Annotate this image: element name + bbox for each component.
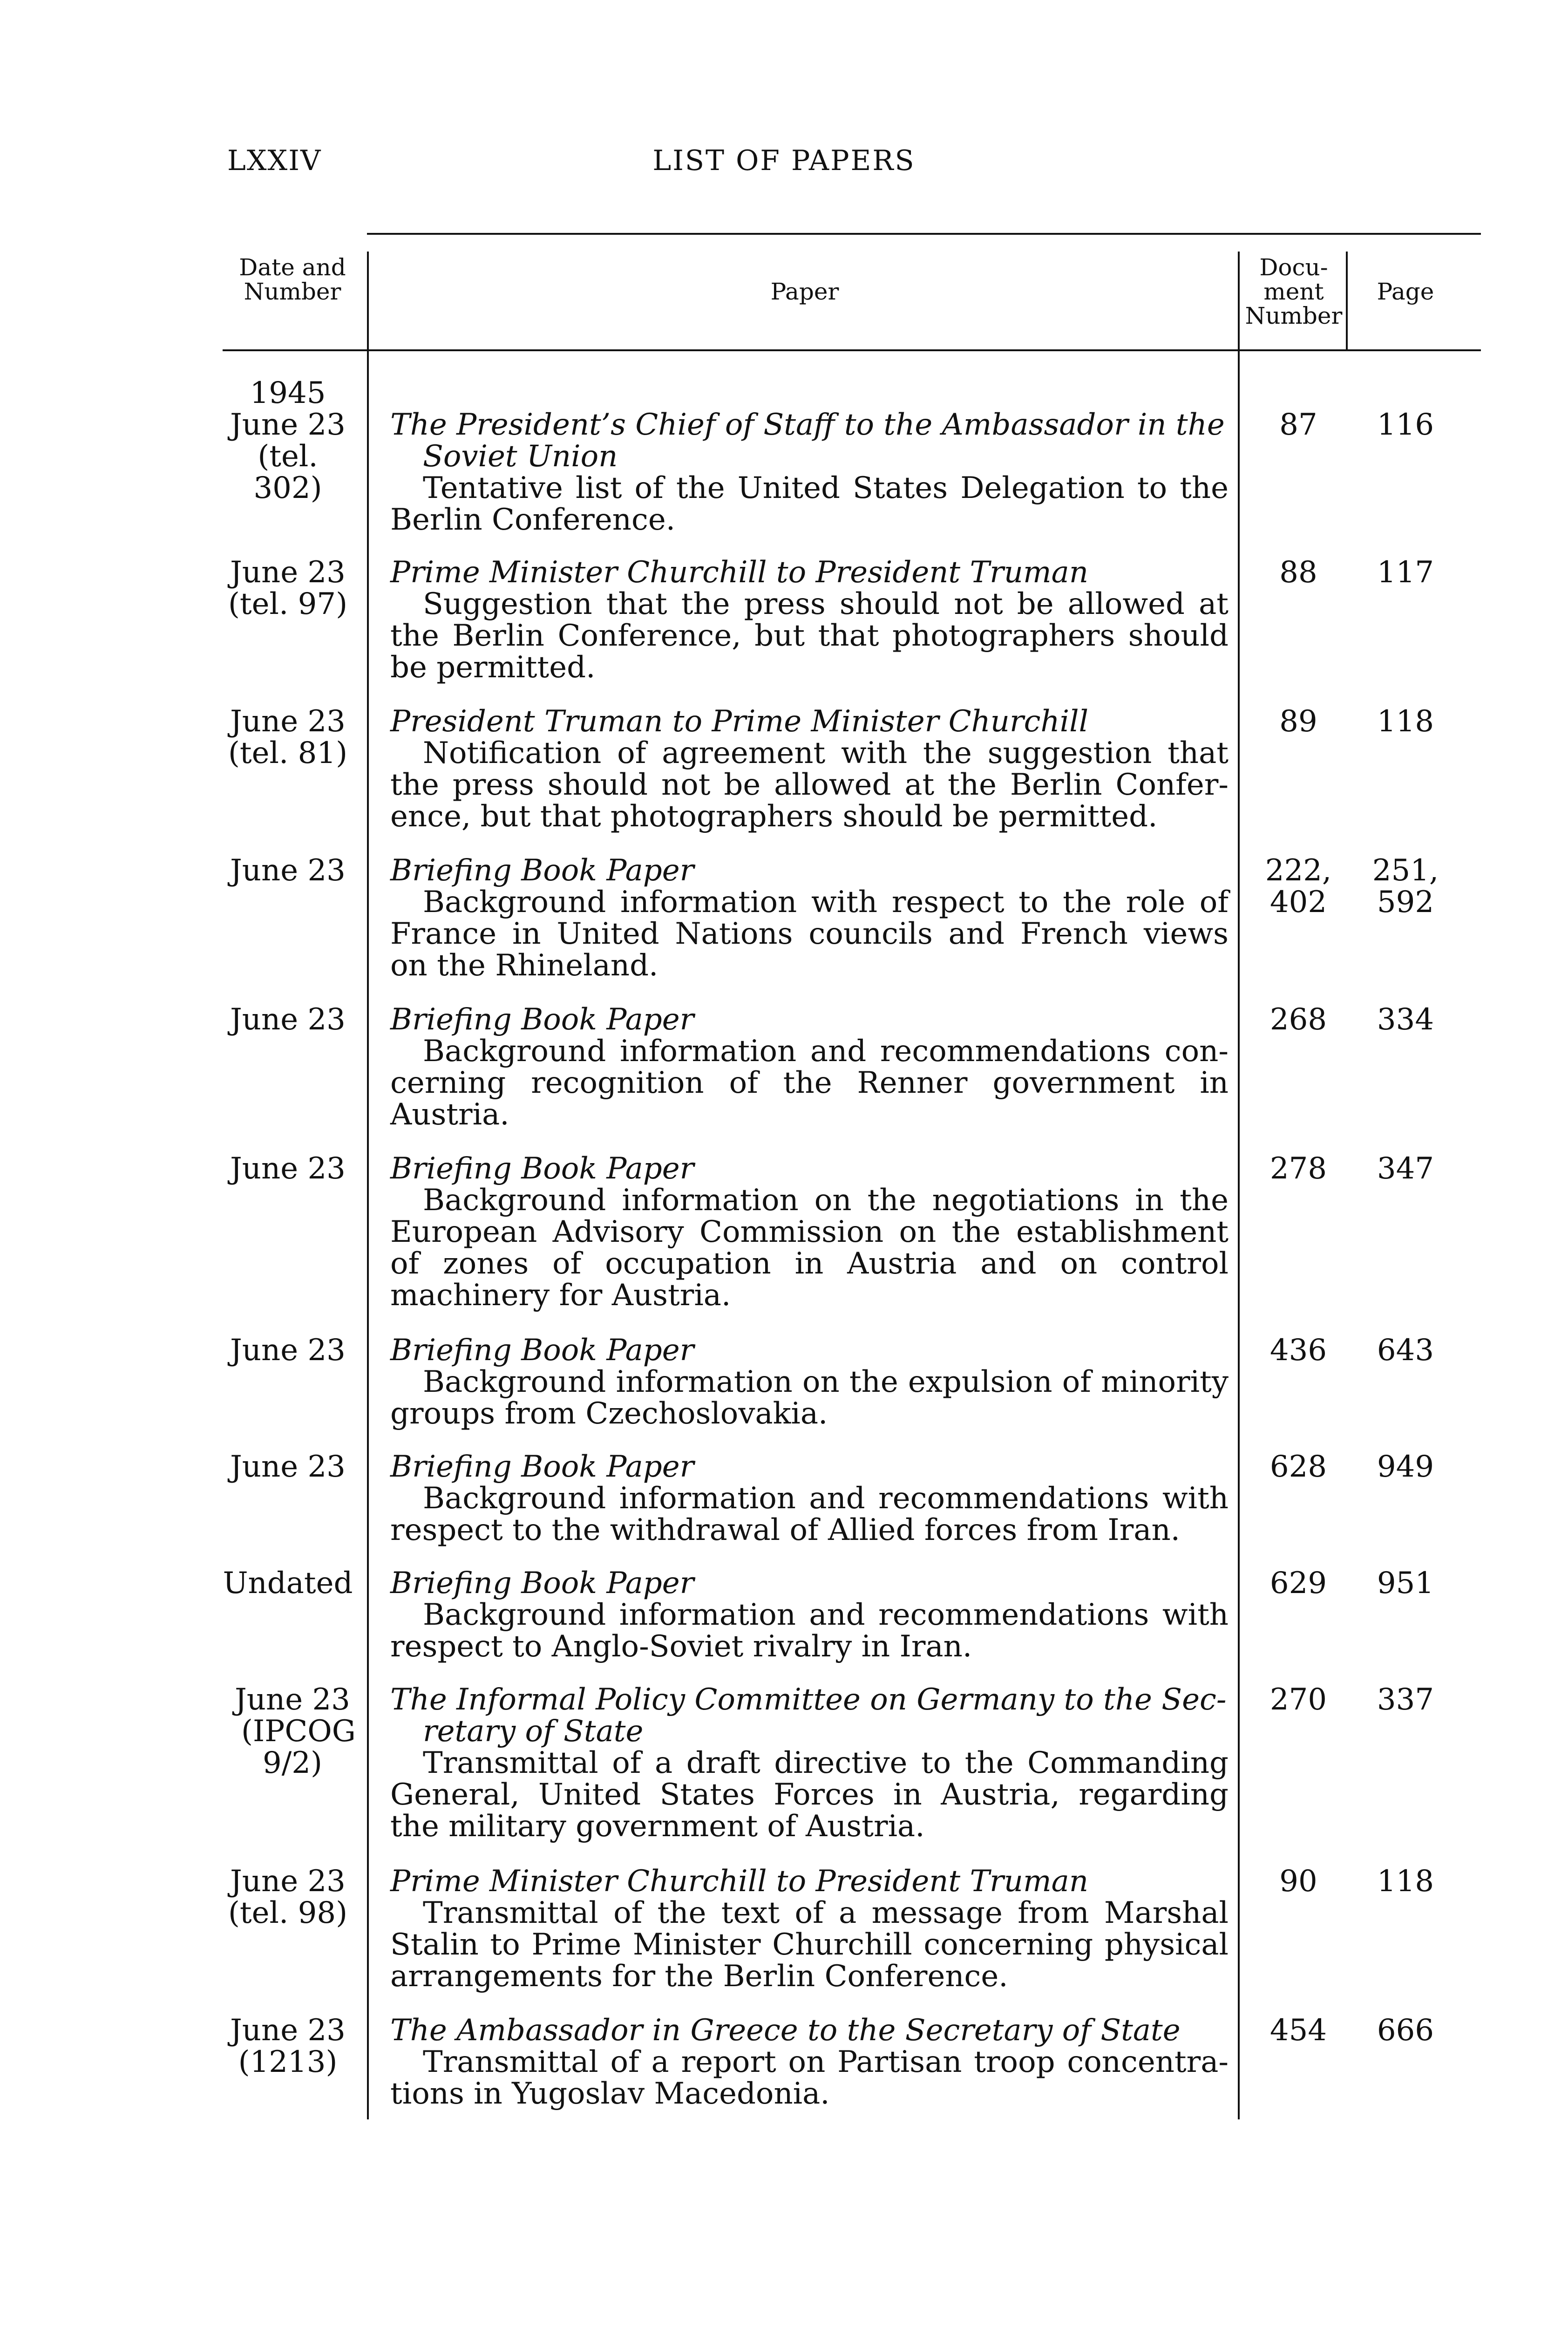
entry-paper-cell <box>390 557 1229 683</box>
header-bottom-rule <box>223 349 1481 351</box>
entry-date: June 23 <box>230 1151 346 1186</box>
entry-doc-number: 90 <box>1279 1864 1317 1899</box>
header-date-line2: Number <box>244 278 341 305</box>
entry-doc-number: 454 <box>1269 2013 1327 2048</box>
entry-paper-cell <box>390 1684 1229 1842</box>
entry-description: Background information and recommendations with respect to Anglo-Soviet rivalry in Iran. <box>390 1598 1229 1664</box>
entry-title: The President’s Chief of Staff to the Ambassador in the Soviet Union <box>390 408 1225 474</box>
entry-date: June 23 <box>230 2013 346 2048</box>
entry-date-cell <box>223 409 353 504</box>
entry-paper-cell <box>390 706 1229 832</box>
entry-date: June 23 <box>230 408 346 442</box>
entry-number: (tel. 81) <box>228 736 348 770</box>
entry-date: June 23 <box>230 1002 346 1037</box>
entry-date-cell <box>223 1004 353 1035</box>
header-date-line1: Date and <box>239 254 346 281</box>
year-value: 1945 <box>250 376 326 410</box>
entry-date-cell <box>223 1153 353 1185</box>
entry-title: Briefing Book Paper <box>390 1566 694 1600</box>
entry-date: June 23 <box>235 1682 350 1717</box>
entry-doc-number: 629 <box>1269 1566 1327 1600</box>
table-top-rule <box>367 233 1481 235</box>
entry-number: (tel. 97) <box>228 587 348 621</box>
entry-page: 643 <box>1377 1333 1434 1368</box>
entry-title: The Informal Policy Committee on Germany to the Secretary of State <box>390 1682 1227 1749</box>
entry-paper-cell <box>390 1451 1229 1546</box>
entry-description: Notification of agreement with the suggestion that the press should not be allowed at the Berlin Conference, but that photographers should be permitted. <box>390 736 1229 834</box>
entry-description: Background information with respect to the role of France in United Nations councils and French views on the Rhineland. <box>390 885 1229 983</box>
entry-title: President Truman to Prime Minister Churchill <box>390 704 1089 739</box>
header-paper: Paper <box>770 278 839 305</box>
header-doc-line3: Number <box>1245 302 1343 329</box>
header-document-number <box>1242 255 1345 328</box>
entry-paper-cell <box>390 1866 1229 1992</box>
entry-description: Transmittal of a draft directive to the Commanding General, United States Forces in Austria, regarding the military government of Austria. <box>390 1746 1229 1844</box>
entry-date: June 23 <box>230 1333 346 1368</box>
entry-description: Tentative list of the United States Delegation to the Berlin Conference. <box>390 471 1229 537</box>
entry-page: 116 <box>1377 408 1434 442</box>
header-page: Page <box>1377 278 1434 305</box>
entry-paper-cell <box>390 1335 1229 1430</box>
entry-description: Background information on the negotiations in the European Advisory Commission on the establishment of zones of occupation in Austria and on control machinery for Austria. <box>390 1183 1229 1313</box>
entry-description: Transmittal of a report on Partisan troop concentrations in Yugoslav Macedonia. <box>390 2045 1229 2111</box>
entry-date: June 23 <box>230 1864 346 1899</box>
page-folio: LXXIV <box>227 144 322 177</box>
entry-number: (tel. 302) <box>253 439 322 505</box>
entry-doc-number: 87 <box>1279 408 1317 442</box>
entry-page: 118 <box>1377 1864 1434 1899</box>
entry-title: Briefing Book Paper <box>390 1002 694 1037</box>
entry-page: 666 <box>1377 2013 1434 2048</box>
entry-date-cell <box>223 1866 353 1929</box>
entry-date-cell <box>223 706 353 769</box>
entry-date: June 23 <box>230 853 346 888</box>
running-title: LIST OF PAPERS <box>652 144 916 177</box>
entry-page: 334 <box>1377 1002 1434 1037</box>
entry-date-cell <box>223 1451 353 1483</box>
entry-doc-number: 628 <box>1269 1450 1327 1484</box>
entry-date: June 23 <box>230 555 346 590</box>
column-rule-paper <box>1238 252 1240 2119</box>
entry-doc-number: 268 <box>1269 1002 1327 1037</box>
entry-paper-cell <box>390 1153 1229 1311</box>
entry-doc-number: 270 <box>1269 1682 1327 1717</box>
entry-description: Background information and recommendations concerning recognition of the Renner government in Austria. <box>390 1034 1229 1132</box>
entry-page: 347 <box>1377 1151 1434 1186</box>
header-doc-line1: Docu- <box>1259 254 1328 281</box>
header-date-number <box>223 255 362 304</box>
entry-description: Suggestion that the press should not be allowed at the Berlin Conference, but that photographers should be permitted. <box>390 587 1229 685</box>
entry-paper-cell <box>390 855 1229 981</box>
entry-title: The Ambassador in Greece to the Secretary of State <box>390 2013 1181 2048</box>
entry-title: Prime Minister Churchill to President Truman <box>390 555 1089 590</box>
entry-date: June 23 <box>230 704 346 739</box>
entry-title: Briefing Book Paper <box>390 1333 694 1368</box>
entry-paper-cell <box>390 2015 1229 2110</box>
entry-page: 251, 592 <box>1372 853 1439 919</box>
entry-date-cell <box>223 1335 353 1366</box>
entry-date-cell <box>223 1684 362 1779</box>
entry-page: 949 <box>1377 1450 1434 1484</box>
entry-date: June 23 <box>230 1450 346 1484</box>
entry-title: Prime Minister Churchill to President Truman <box>390 1864 1089 1899</box>
column-rule-date <box>367 252 369 2119</box>
entry-title: Briefing Book Paper <box>390 1450 694 1484</box>
entry-page: 118 <box>1377 704 1434 739</box>
entry-page: 337 <box>1377 1682 1434 1717</box>
entry-date-cell <box>223 855 353 886</box>
entry-doc-number: 222, 402 <box>1265 853 1332 919</box>
entry-description: Background information and recommendations with respect to the withdrawal of Allied forces from Iran. <box>390 1481 1229 1547</box>
header-doc-line2: ment <box>1263 278 1324 305</box>
entry-paper-cell <box>390 1004 1229 1130</box>
entry-paper-cell <box>390 409 1229 536</box>
column-rule-doc <box>1346 252 1348 349</box>
entry-title: Briefing Book Paper <box>390 853 694 888</box>
entry-date: Undated <box>223 1566 353 1600</box>
entry-date-cell <box>223 557 353 620</box>
entry-description: Transmittal of the text of a message from Marshal Stalin to Prime Minister Churchill concerning physical arrangements for the Berlin Conference. <box>390 1896 1229 1994</box>
entry-page: 951 <box>1377 1566 1434 1600</box>
entry-number: (1213) <box>238 2045 338 2079</box>
entry-page: 117 <box>1377 555 1434 590</box>
entry-doc-number: 88 <box>1279 555 1317 590</box>
entry-doc-number: 278 <box>1269 1151 1327 1186</box>
entry-date-cell <box>223 2015 353 2078</box>
entry-paper-cell <box>390 1567 1229 1662</box>
entry-title: Briefing Book Paper <box>390 1151 694 1186</box>
entry-doc-number: 436 <box>1269 1333 1327 1368</box>
entry-date-cell <box>223 1567 353 1599</box>
entry-description: Background information on the expulsion of minority groups from Czechoslovakia. <box>390 1365 1229 1431</box>
entry-number: (tel. 98) <box>228 1896 348 1930</box>
entry-doc-number: 89 <box>1279 704 1317 739</box>
entry-number: (IPCOG 9/2) <box>241 1714 356 1780</box>
